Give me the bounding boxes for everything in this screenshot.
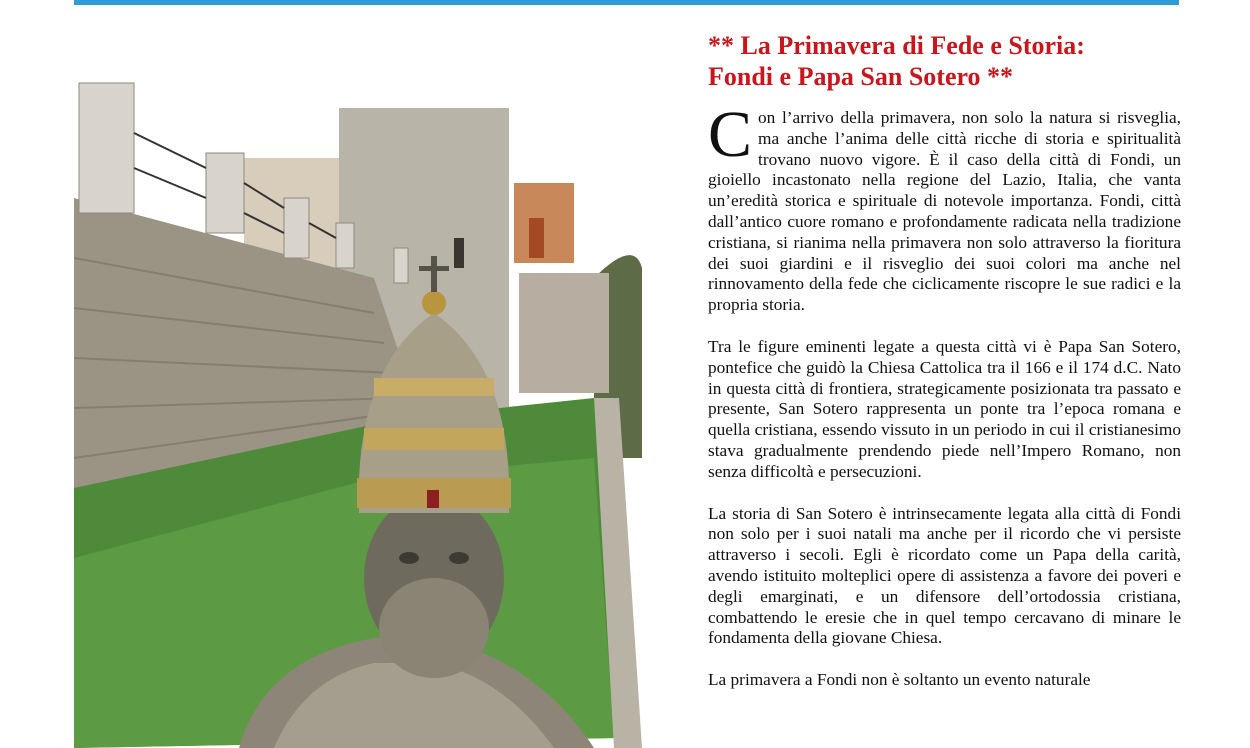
article-title-line-1: ** La Primavera di Fede e Storia: <box>708 31 1085 60</box>
article-title-line-2: Fondi e Papa San Sotero ** <box>708 62 1014 91</box>
article-title <box>708 30 1181 92</box>
article-photo <box>74 38 642 748</box>
top-accent-rule <box>74 0 1179 5</box>
article-paragraph-4: La primavera a Fondi non è soltanto un evento naturale <box>708 670 1091 690</box>
article-paragraph-3: La storia di San Sotero è intrinsecamente legata alla città di Fondi non solo per i suoi natali ma anche per il ricordo che vi persiste attraverso i secoli. Egli è ricordato come un Papa della carità, avendo istituito molteplici opere di assistenza a favore dei poveri e degli emarginati, e un difensore dell’ortodossia cristiana, combattendo le eresie che in quel tempo cercavano di minare le fondamenta della giovane Chiesa. <box>708 503 1181 648</box>
paragraph-1-text: on l’arrivo della primavera, non solo la natura si risveglia, ma anche l’anima delle città ricche di storia e spiritualità trovano nuovo vigore. È il caso della città di Fondi, un gioiello incastonato nella regione del Lazio, Italia, che vanta un’eredità storica e spirituale di notevole importanza. Fondi, città dall’antico cuore romano e profondamente radicata nella tradizione cristiana, si rianima nella primavera non solo attraverso la fioritura dei suoi giardini e il risveglio dei suoi colori ma anche nel rinnovamento della fede che ciclicamente riscopre le sue radici e la propria storia. <box>708 108 1181 315</box>
article-paragraph-2: Tra le figure eminenti legate a questa città vi è Papa San Sotero, pontefice che guidò la Chiesa Cattolica tra il 166 e il 174 d.C. Nato in questa città di frontiera, strategicamente posizionata tra passato e presente, San Sotero rappresenta un ponte tra l’epoca romana e quella cristiana, essendo vissuto in un periodo in cui il cristianesimo stava gradualmente prendendo piede nell’Impero Romano, non senza difficoltà e persecuzioni. <box>708 336 1181 481</box>
article-paragraph-1 <box>708 98 1181 316</box>
article-text-column <box>708 30 1181 691</box>
drop-cap: C <box>708 98 753 171</box>
bust-of-pope-icon <box>74 38 642 748</box>
